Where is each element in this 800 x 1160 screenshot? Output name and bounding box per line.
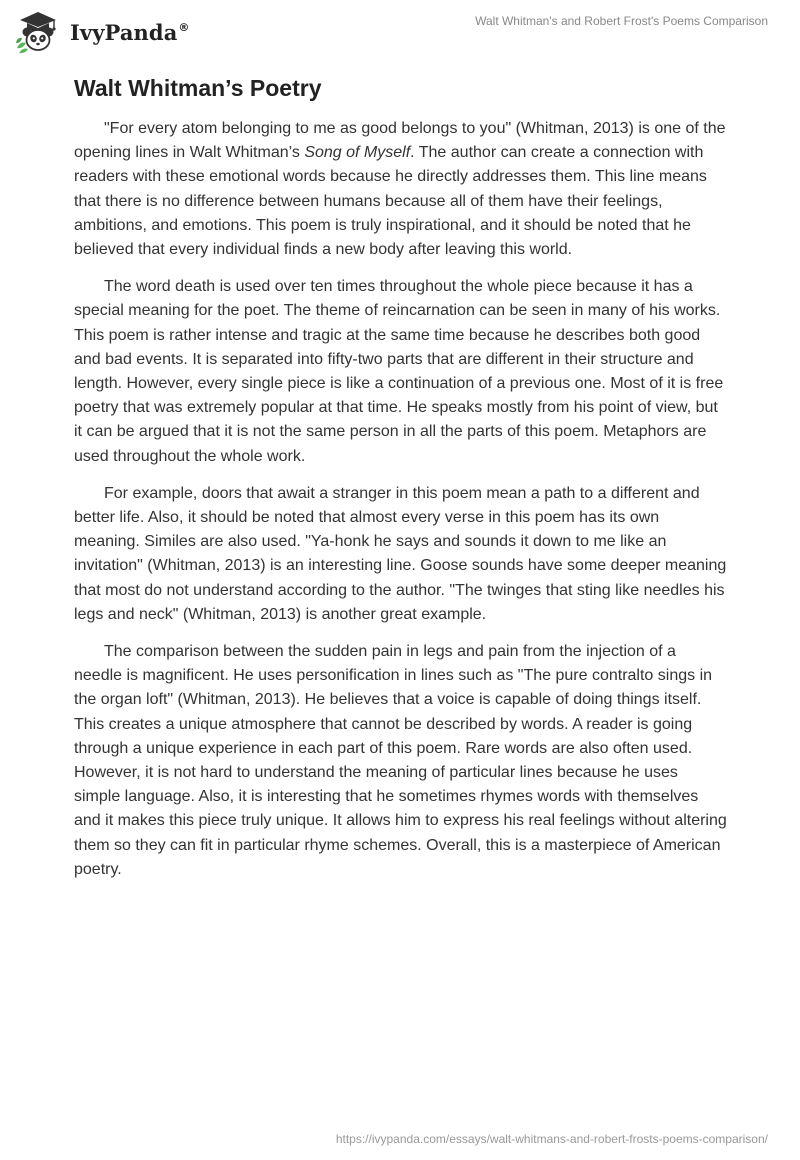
panda-graduation-cap-icon (14, 8, 64, 54)
article-body (74, 72, 728, 895)
paragraph-1 (74, 117, 728, 262)
ivypanda-logo[interactable] (14, 8, 190, 54)
source-url[interactable]: https://ivypanda.com/essays/walt-whitmans-and-robert-frosts-poems-comparison/ (335, 1132, 768, 1146)
paragraph-3: For example, doors that await a stranger in this poem mean a path to a different and better life. Also, it should be noted that almost every verse in this poem has its own meaning. Similes are also used. "Ya-honk he says and sounds it down to me like an invitation" (Whitman, 2013) is an interesting line. Goose sounds have some deeper meaning that most do not understand according to the author. "The twinges that sting like needles his legs and neck" (Whitman, 2013) is another great example. (74, 484, 727, 623)
document-title: Walt Whitman's and Robert Frost's Poems Comparison (475, 14, 768, 28)
page-header (0, 0, 800, 60)
section-heading: Walt Whitman’s Poetry (74, 75, 322, 101)
paragraph-1-text-b: . The author can create a connection with readers with these emotional words because he directly addresses them. This line means that there is no difference between humans because all of them have their feelings, ambitions, and emotions. This poem is truly inspirational, and it should be noted that he believed that every individual finds a new body after leaving this world. (74, 144, 707, 259)
registered-mark: ® (178, 20, 190, 34)
paragraph-4: The comparison between the sudden pain in legs and pain from the injection of a needle is magnificent. He uses personification in lines such as "The pure contralto sings in the organ loft" (Whitman, 2013). He believes that a voice is capable of doing things itself. This creates a unique atmosphere that cannot be described by words. A reader is going through a unique experience in each part of this poem. Rare words are also often used. However, it is not hard to understand the meaning of particular lines because he uses simple language. Also, it is interesting that he sometimes rhymes words with themselves and it makes this piece truly unique. It allows him to express his real feelings without altering them so they can fit in particular rhyme schemes. Overall, this is a masterpiece of American poetry. (74, 643, 727, 878)
logo-wordmark: IvyPanda® (70, 19, 190, 45)
poem-title: Song of Myself (304, 144, 411, 162)
paragraph-2: The word death is used over ten times throughout the whole piece because it has a special meaning for the poet. The theme of reincarnation can be seen in many of his works. This poem is rather intense and tragic at the same time because he describes both good and bad events. It is separated into fifty-two parts that are different in their structure and length. However, every single piece is like a continuation of a previous one. Most of it is free poetry that was extremely popular at that time. He speaks mostly from his point of view, but it can be argued that it is not the same person in all the parts of this poem. Metaphors are used throughout the whole work. (74, 278, 724, 465)
paragraph-1-text-a: "For every atom belonging to me as good belongs to you" (Whitman, 2013) is one of the opening lines in Walt Whitman’s (74, 120, 726, 162)
